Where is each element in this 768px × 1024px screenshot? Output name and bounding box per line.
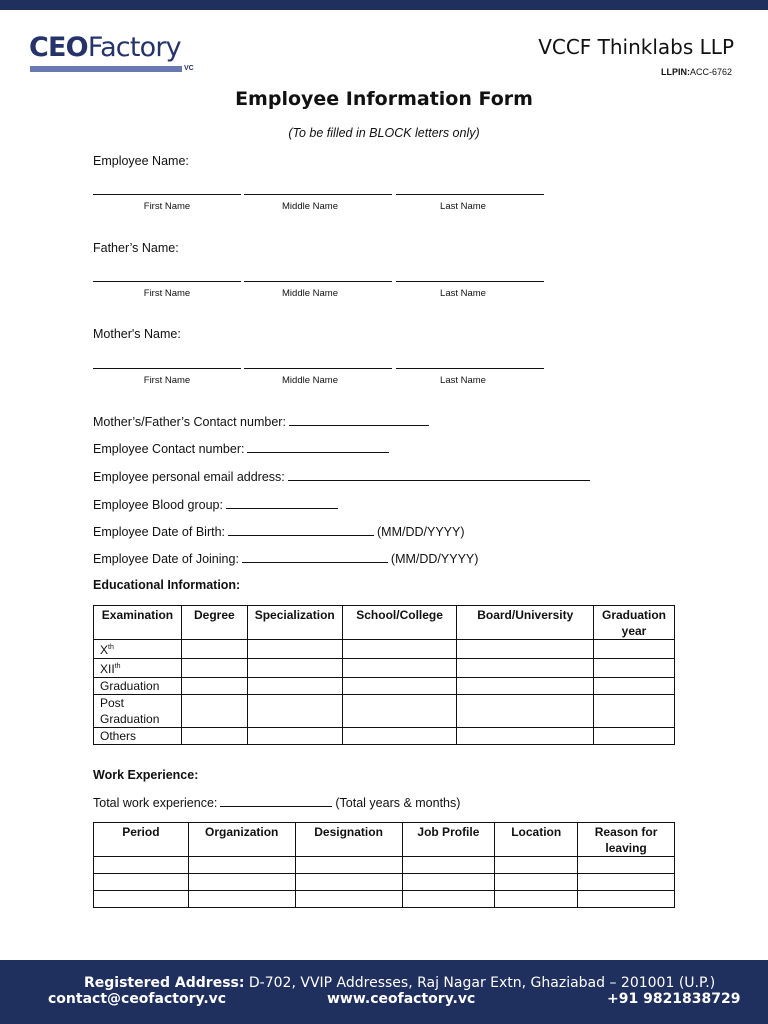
dob-label: Employee Date of Birth: — [93, 525, 226, 539]
mother-name-label: Mother's Name: — [93, 327, 181, 341]
employee-name-fields[interactable] — [93, 194, 548, 224]
education-heading: Educational Information: — [93, 578, 241, 592]
father-name-label: Father’s Name: — [93, 241, 179, 255]
top-accent-bar — [0, 0, 768, 10]
col-specialization: Specialization — [247, 606, 342, 640]
col-job-profile: Job Profile — [402, 823, 495, 857]
table-row — [94, 857, 675, 874]
footer — [0, 960, 768, 1024]
exam-cell: Graduation — [94, 678, 182, 695]
employee-contact-blank[interactable] — [247, 441, 389, 453]
footer-phone[interactable]: +91 9821838729 — [607, 991, 741, 1007]
col-period: Period — [94, 823, 189, 857]
middle-name-caption: Middle Name — [282, 288, 338, 299]
col-reason-for-leaving: Reason for leaving — [578, 823, 675, 857]
total-experience-blank[interactable] — [220, 795, 332, 807]
logo-underline — [30, 66, 182, 72]
first-name-line[interactable] — [93, 368, 241, 369]
col-location: Location — [495, 823, 578, 857]
table-row — [94, 695, 675, 728]
last-name-caption: Last Name — [440, 288, 486, 299]
first-name-caption: First Name — [143, 288, 191, 299]
total-experience-row — [93, 795, 460, 810]
col-examination: Examination — [94, 606, 182, 640]
company-name: VCCF Thinklabs LLP — [538, 35, 734, 59]
first-name-line[interactable] — [93, 281, 241, 282]
first-name-line[interactable] — [93, 194, 241, 195]
footer-website[interactable]: www.ceofactory.vc — [327, 991, 476, 1007]
education-table — [93, 605, 675, 745]
middle-name-line[interactable] — [244, 281, 392, 282]
blood-group-label: Employee Blood group: — [93, 498, 223, 512]
experience-header-row — [94, 823, 675, 857]
last-name-caption: Last Name — [440, 201, 486, 212]
father-name-fields[interactable] — [93, 281, 548, 311]
llpin: LLPIN:ACC-6762 — [660, 67, 732, 77]
last-name-line[interactable] — [396, 281, 544, 282]
total-experience-label: Total work experience: — [93, 796, 218, 810]
last-name-caption: Last Name — [440, 375, 486, 386]
dob-format: (MM/DD/YYYY) — [377, 525, 465, 539]
employee-name-label: Employee Name: — [93, 154, 189, 168]
email-label: Employee personal email address: — [93, 470, 285, 484]
table-row — [94, 640, 675, 659]
doj-blank[interactable] — [242, 551, 388, 563]
logo-suffix: VC — [184, 65, 194, 72]
table-row — [94, 678, 675, 695]
middle-name-caption: Middle Name — [282, 375, 338, 386]
col-board-university: Board/University — [457, 606, 594, 640]
first-name-caption: First Name — [143, 375, 191, 386]
first-name-caption: First Name — [143, 201, 191, 212]
parent-contact-row — [93, 414, 432, 429]
form-subtitle: (To be filled in BLOCK letters only) — [288, 126, 480, 140]
experience-table — [93, 822, 675, 908]
registered-address: Registered Address: D-702, VVIP Addresses, Raj Nagar Extn, Ghaziabad – 201001 (U.P.) — [84, 975, 716, 991]
last-name-line[interactable] — [396, 368, 544, 369]
form-title: Employee Information Form — [235, 88, 533, 110]
doj-label: Employee Date of Joining: — [93, 552, 239, 566]
blood-group-blank[interactable] — [226, 497, 338, 509]
exam-cell: Post Graduation — [94, 695, 182, 728]
exam-cell: XIIth — [94, 659, 182, 678]
table-row — [94, 891, 675, 908]
employee-contact-label: Employee Contact number: — [93, 442, 245, 456]
parent-contact-blank[interactable] — [289, 414, 429, 426]
total-experience-suffix: (Total years & months) — [335, 796, 461, 810]
col-designation: Designation — [295, 823, 402, 857]
table-row — [94, 874, 675, 891]
col-organization: Organization — [188, 823, 295, 857]
last-name-line[interactable] — [396, 194, 544, 195]
table-row — [94, 728, 675, 745]
middle-name-line[interactable] — [244, 194, 392, 195]
work-experience-heading: Work Experience: — [93, 768, 199, 782]
exam-cell: Xth — [94, 640, 182, 659]
ceofactory-logo — [29, 33, 199, 75]
employee-contact-row — [93, 441, 392, 456]
parent-contact-label: Mother’s/Father’s Contact number: — [93, 415, 286, 429]
middle-name-line[interactable] — [244, 368, 392, 369]
col-school-college: School/College — [342, 606, 457, 640]
middle-name-caption: Middle Name — [282, 201, 338, 212]
logo-wordmark: CEOFactory — [29, 32, 181, 63]
table-row — [94, 659, 675, 678]
email-row — [93, 469, 593, 484]
education-header-row — [94, 606, 675, 640]
exam-cell: Others — [94, 728, 182, 745]
email-blank[interactable] — [288, 469, 590, 481]
mother-name-fields[interactable] — [93, 368, 548, 398]
col-degree: Degree — [181, 606, 247, 640]
doj-row — [93, 551, 478, 566]
blood-group-row — [93, 497, 341, 512]
dob-row — [93, 524, 465, 539]
doj-format: (MM/DD/YYYY) — [390, 552, 479, 566]
col-graduation-year: Graduation year — [594, 606, 675, 640]
footer-email[interactable]: contact@ceofactory.vc — [48, 991, 227, 1007]
dob-blank[interactable] — [228, 524, 374, 536]
